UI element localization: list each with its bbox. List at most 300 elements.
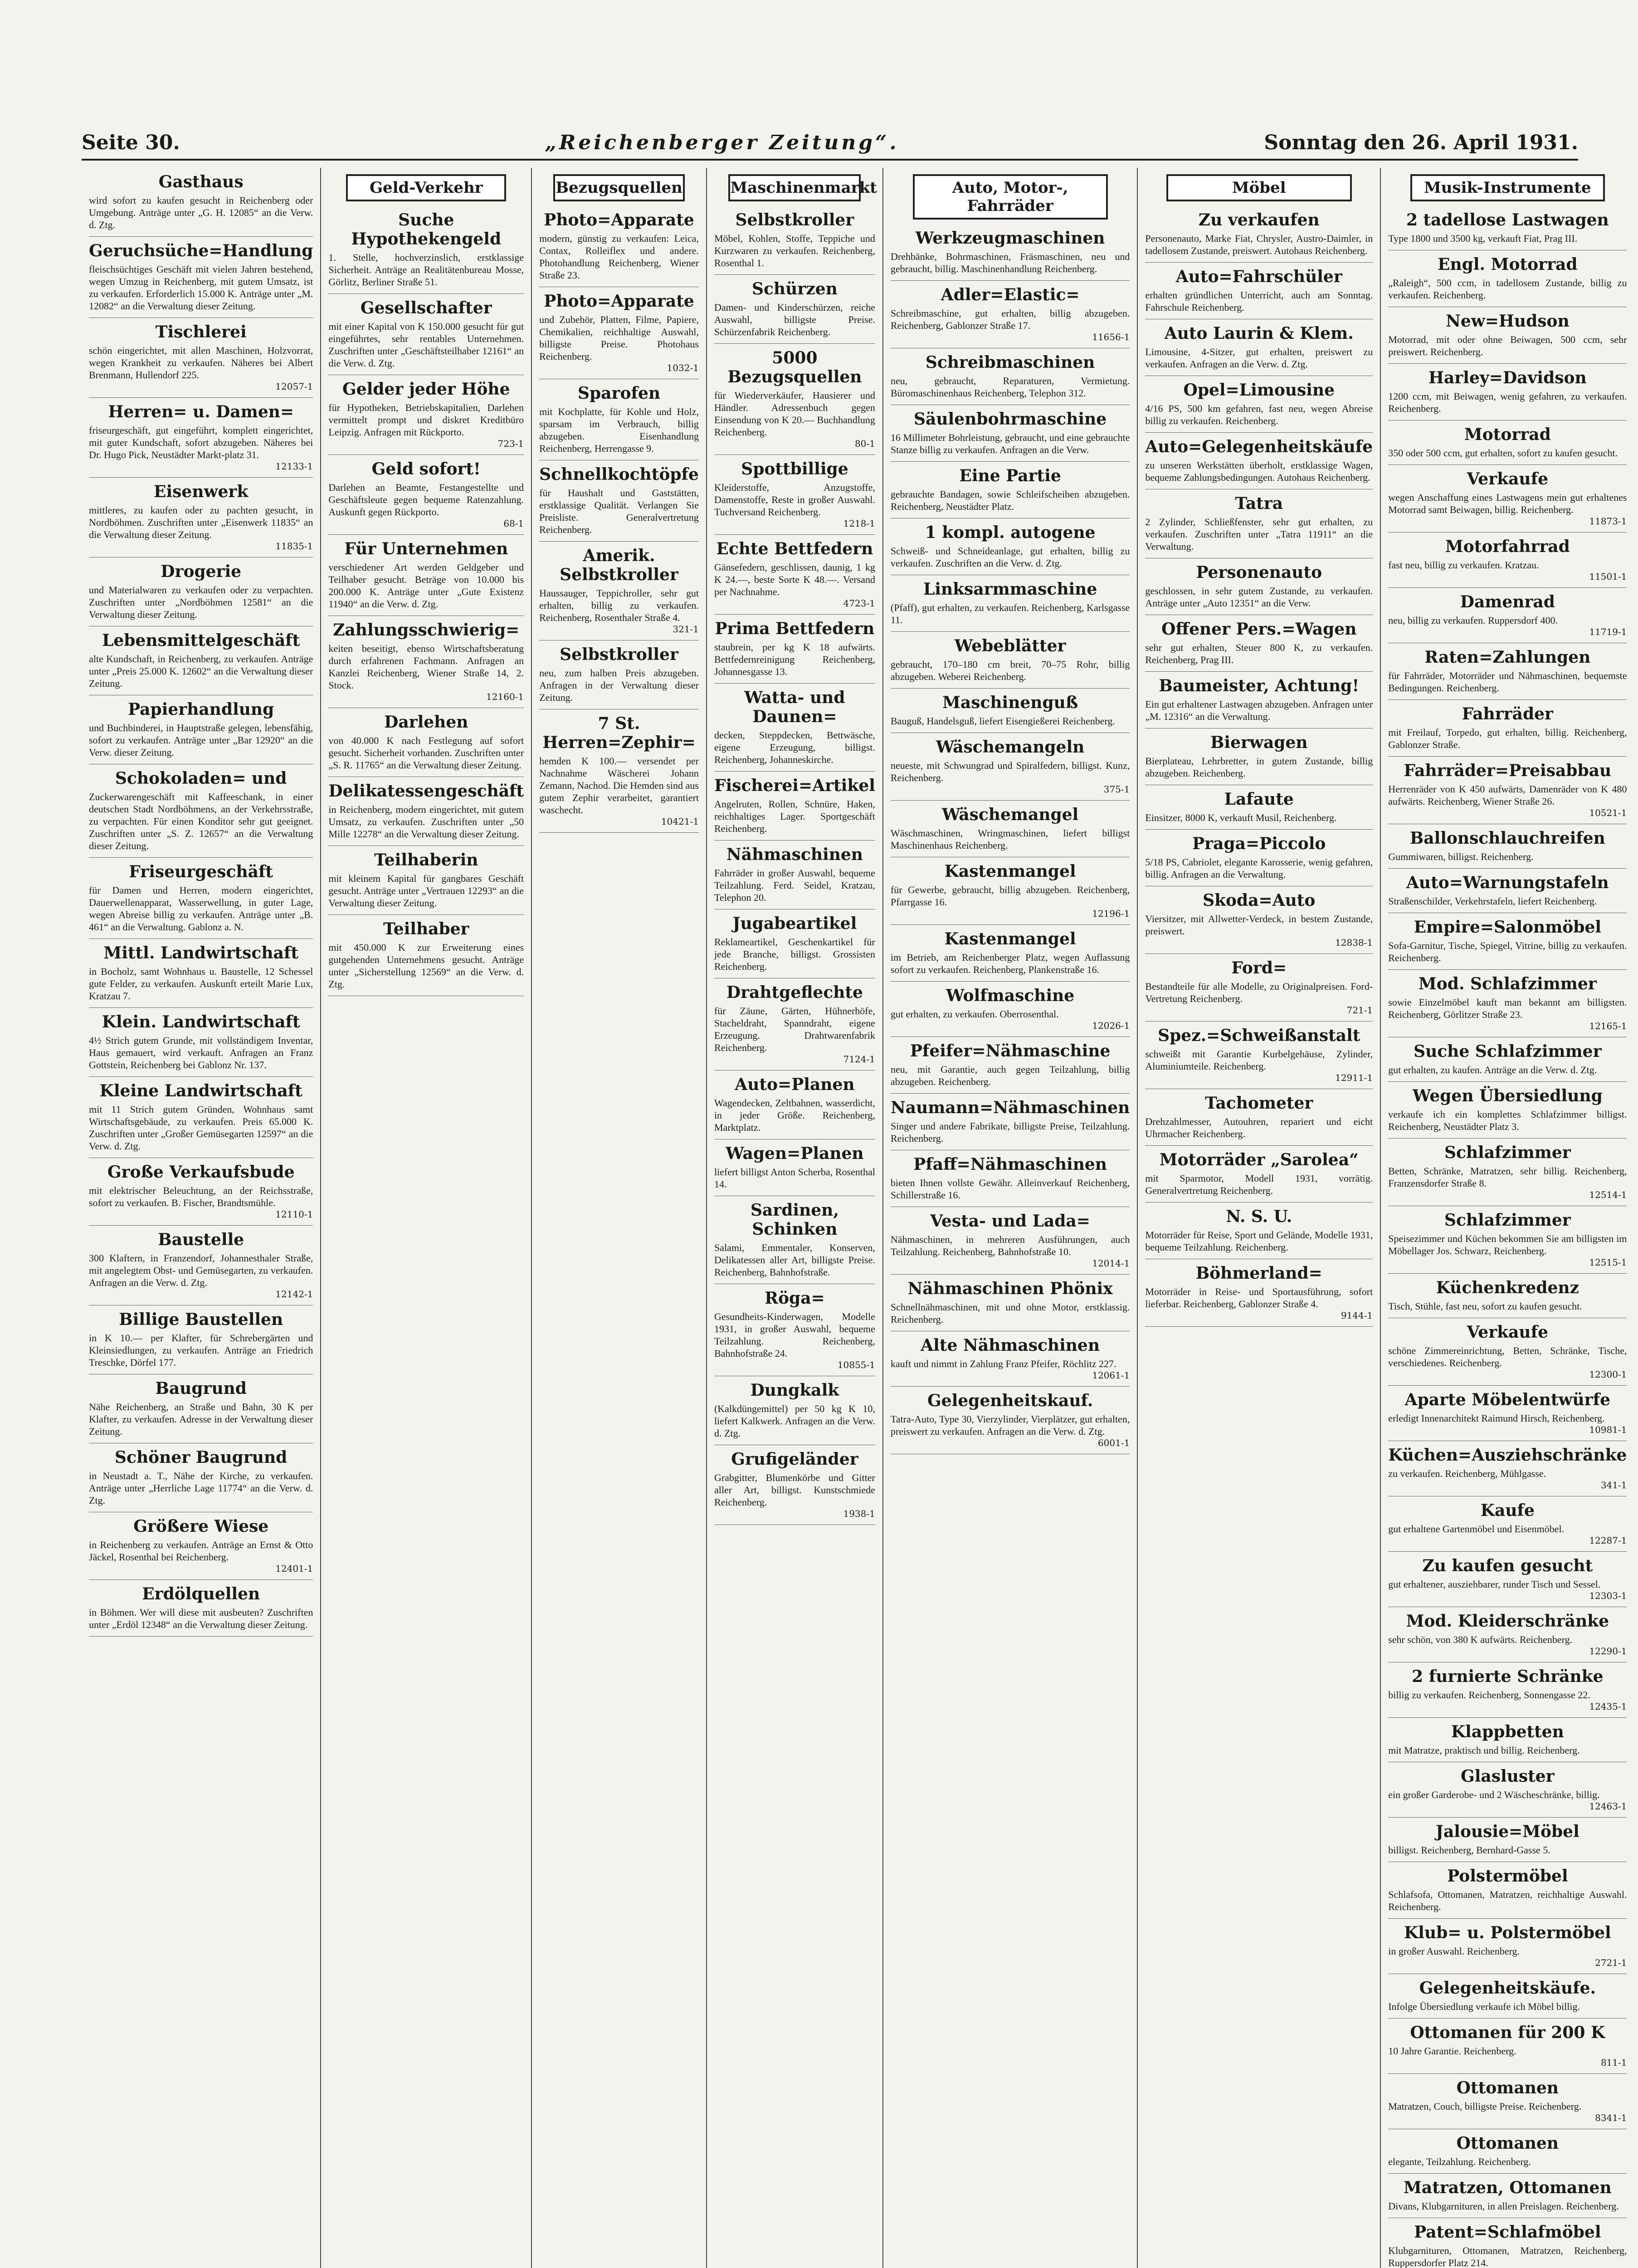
classified-ad xyxy=(1388,1607,1627,1662)
ad-number: 12165-1 xyxy=(1589,1021,1627,1031)
ad-title: Zahlungsschwierig= xyxy=(333,621,520,640)
ad-text: gut erhalten, zu verkaufen. Oberrosenthal. xyxy=(890,1008,1059,1020)
classified-ad xyxy=(89,318,313,398)
ad-text: schöne Zimmereinrichtung, Betten, Schränke, Tische, verschiedenes. Reichenberg. xyxy=(1388,1345,1627,1369)
classified-ad xyxy=(891,1387,1130,1454)
ad-text: sehr gut erhalten, Steuer 800 K, zu verkaufen. Reichenberg, Prag III. xyxy=(1145,642,1373,665)
ad-number: 11873-1 xyxy=(1589,516,1627,527)
ad-text: mit elektrischer Beleuchtung, an der Reichsstraße, sofort zu verkaufen. B. Fischer, Brandtsmühle. xyxy=(89,1185,313,1208)
ad-text: Limousine, 4-Sitzer, gut erhalten, preiswert zu verkaufen. Anfragen an die Verw. d. Ztg. xyxy=(1145,346,1373,370)
classified-ad xyxy=(891,1037,1130,1094)
ad-number: 1032-1 xyxy=(667,362,699,373)
ad-title: Photo=Apparate xyxy=(544,210,694,230)
classified-ad xyxy=(539,542,699,640)
ad-number: 10521-1 xyxy=(1589,807,1627,818)
ad-text: Reklameartikel, Geschenkartikel für jede Branche, billigst. Grossisten Reichenberg. xyxy=(714,936,875,972)
classified-ad xyxy=(328,708,524,777)
ad-title: Küchenkredenz xyxy=(1436,1278,1580,1297)
classified-ad xyxy=(1145,558,1373,615)
classified-ad xyxy=(539,206,699,287)
ad-title: Schreibmaschinen xyxy=(925,353,1095,372)
ad-text: 4/16 PS, 500 km gefahren, fast neu, wegen Abreise billig zu verkaufen. Reichenberg. xyxy=(1145,403,1373,426)
classified-ad xyxy=(891,575,1130,632)
ad-number: 11835-1 xyxy=(275,541,313,552)
classified-ad xyxy=(1388,206,1627,250)
classified-ad xyxy=(89,1580,313,1637)
ad-text: Straßenschilder, Verkehrstafeln, liefert Reichenberg. xyxy=(1388,895,1597,907)
ad-title: Opel=Limousine xyxy=(1183,381,1335,400)
ad-title: Bierwagen xyxy=(1210,733,1308,752)
ad-title: Wagen=Planen xyxy=(726,1144,864,1163)
classified-ad xyxy=(714,455,875,535)
classified-ad xyxy=(328,206,524,294)
classified-ad xyxy=(891,518,1130,575)
classified-ad xyxy=(1388,1718,1627,1762)
ad-title: Friseurgeschäft xyxy=(129,862,273,881)
classified-ad xyxy=(1145,1146,1373,1202)
classified-ad xyxy=(1145,263,1373,319)
classified-ad xyxy=(1145,376,1373,433)
ad-text: mit kleinem Kapital für gangbares Geschäft gesucht. Anträge unter „Vertrauen 12293“ an die Verwaltung dieser Zeitung. xyxy=(328,873,524,909)
ad-title: Gelegenheitskäufe. xyxy=(1419,1979,1596,1998)
ad-text: Divans, Klubgarnituren, in allen Preislagen. Reichenberg. xyxy=(1388,2200,1619,2212)
classified-ad xyxy=(891,632,1130,689)
ad-text: decken, Steppdecken, Bettwäsche, eigene Erzeugung, billigst. Reichenberg, Johanneskirche. xyxy=(714,729,875,765)
ad-number: 10855-1 xyxy=(837,1359,875,1370)
ad-text: Grabgitter, Blumenkörbe und Gitter aller Art, billigst. Kunstschmiede Reichenberg. xyxy=(714,1472,875,1508)
ad-number: 12463-1 xyxy=(1589,1801,1627,1812)
ad-title: Drogerie xyxy=(161,562,242,581)
classified-ad xyxy=(1388,1206,1627,1274)
ad-title: Lafaute xyxy=(1224,790,1294,809)
ad-number: 6001-1 xyxy=(1097,1437,1130,1448)
classified-ad xyxy=(891,462,1130,518)
ad-title: Amerik. Selbstkroller xyxy=(560,546,678,584)
classified-ad xyxy=(891,857,1130,925)
ad-text: (Kalkdüngemittel) per 50 kg K 10, liefert Kalkwerk. Anfragen an die Verw. d. Ztg. xyxy=(714,1403,875,1439)
ad-number: 7124-1 xyxy=(843,1054,875,1065)
ad-text: mit 450.000 K zur Erweiterung eines gutgehenden Unternehmens gesucht. Anträge unter „Sicherstellung 12569“ an die Verw. d. Ztg. xyxy=(328,942,524,990)
ad-title: Geruchsüche=Handlung xyxy=(89,241,313,260)
ad-title: 2 furnierte Schränke xyxy=(1412,1667,1604,1686)
ad-number: 11501-1 xyxy=(1589,571,1627,582)
ad-title: Böhmerland= xyxy=(1195,1264,1322,1283)
ad-column xyxy=(532,168,707,2268)
classified-ad xyxy=(1145,1022,1373,1089)
classified-ad xyxy=(1145,1089,1373,1146)
ad-text: für Hypotheken, Betriebskapitalien, Darlehen vermittelt prompt und diskret Kreditbüro Leipzig. Anfragen mit Rückporto. xyxy=(328,402,524,438)
section-heading: Geld-Verkehr xyxy=(346,174,506,201)
ad-text: neu, zum halben Preis abzugeben. Anfragen in der Verwaltung dieser Zeitung. xyxy=(539,667,699,703)
ad-column xyxy=(707,168,883,2268)
ad-title: Offener Pers.=Wagen xyxy=(1161,620,1357,639)
ad-title: Billige Baustellen xyxy=(119,1310,283,1329)
classified-ad xyxy=(328,846,524,915)
ad-title: Alte Nähmaschinen xyxy=(921,1336,1100,1355)
ad-text: „Raleigh“, 500 ccm, in tadellosem Zustande, billig zu verkaufen. Reichenberg. xyxy=(1388,277,1627,301)
ad-title: Schöner Baugrund xyxy=(115,1448,288,1467)
classified-ad xyxy=(1388,1386,1627,1441)
ad-title: Auto=Gelegenheitskäufe xyxy=(1145,437,1373,456)
ad-text: 1. Stelle, hochverzinslich, erstklassige Sicherheit. Anträge an Realitätenbureau Mosse, Görlitz, Berliner Straße 51. xyxy=(328,252,524,288)
classified-ad xyxy=(891,224,1130,281)
ad-text: Gänsefedern, geschlissen, daunig, 1 kg K 24.—, beste Sorte K 48.—. Versand per Nachnahme. xyxy=(714,562,875,597)
ad-text: Schreibmaschine, gut erhalten, billig abzugeben. Reichenberg, Gablonzer Straße 17. xyxy=(890,308,1130,331)
ad-number: 11719-1 xyxy=(1589,626,1627,637)
ad-text: 2 Zylinder, Schließfenster, sehr gut erhalten, zu verkaufen. Zuschriften unter „Tatra 11911“ an die Verwaltung. xyxy=(1145,516,1373,552)
ad-text: Möbel, Kohlen, Stoffe, Teppiche und Kurzwaren zu verkaufen. Reichenberg, Rosenthal 1. xyxy=(714,233,875,269)
ad-number: 8341-1 xyxy=(1595,2112,1627,2123)
ad-number: 12287-1 xyxy=(1589,1535,1627,1546)
ad-text: 16 Millimeter Bohrleistung, gebraucht, und eine gebrauchte Stanze billig zu verkaufen. Anfragen an die Verw. xyxy=(890,432,1130,455)
ad-title: Verkaufe xyxy=(1467,1323,1548,1342)
ad-title: Eisenwerk xyxy=(154,482,249,501)
ad-title: Klappbetten xyxy=(1451,1722,1564,1741)
ad-title: Tachometer xyxy=(1205,1094,1313,1113)
ad-title: Gelegenheitskauf. xyxy=(927,1391,1093,1410)
ad-text: für Haushalt und Gaststätten, erstklassige Qualität. Verlangen Sie Preisliste. Generalvertretung Reichenberg. xyxy=(539,487,699,535)
ad-text: mit einer Kapital von K 150.000 gesucht für gut eingeführtes, sehr rentables Unternehmen. Zuschriften unter „Geschäftsteilhaber 12161“ an die Verw. d. Ztg. xyxy=(328,321,524,369)
ad-text: Gesundheits-Kinderwagen, Modelle 1931, in großer Auswahl, bequeme Teilzahlung. Reichenberg, Bahnhofstraße 24. xyxy=(714,1311,875,1359)
ad-text: modern, günstig zu verkaufen: Leica, Contax, Rolleiflex und andere. Photohandlung Reichenberg, Wiener Straße 23. xyxy=(539,233,699,281)
ad-text: Drehbänke, Bohrmaschinen, Fräsmaschinen, neu und gebraucht, billig. Maschinenhandlung Reichenberg. xyxy=(890,251,1130,274)
classified-ad xyxy=(328,535,524,616)
ad-text: fast neu, billig zu verkaufen. Kratzau. xyxy=(1388,559,1539,571)
ad-title: Motorrad xyxy=(1464,425,1551,444)
ad-title: Tatra xyxy=(1235,494,1283,513)
ad-text: Herrenräder von K 450 aufwärts, Damenräder von K 480 aufwärts. Reichenberg, Wiener Straße 26. xyxy=(1388,783,1627,807)
ad-title: Baugrund xyxy=(155,1379,247,1398)
ad-text: staubrein, per kg K 18 aufwärts. Bettfedernreinigung Reichenberg, Johannesgasse 13. xyxy=(714,641,875,677)
ad-text: in Neustadt a. T., Nähe der Kirche, zu verkaufen. Anträge unter „Herrliche Lage 11774“ an die Verw. d. Ztg. xyxy=(89,1470,313,1506)
ad-text: Zuckerwarengeschäft mit Kaffeeschank, in einer deutschen Stadt Nordböhmens, an der Verkehrsstraße, zu verpachten. Für einen Konditor sehr gut geeignet. Zuschriften unter „S. Z. 12657“ an die Verwaltung dieser Zeitung. xyxy=(89,791,313,851)
ad-title: Empire=Salonmöbel xyxy=(1414,918,1602,937)
ad-title: Grufigeländer xyxy=(731,1450,858,1469)
ad-text: sehr schön, von 380 K aufwärts. Reichenberg. xyxy=(1388,1634,1573,1645)
ad-number: 10981-1 xyxy=(1589,1424,1627,1435)
newspaper-title: „Reichenberger Zeitung“. xyxy=(545,131,899,154)
ad-text: Drehzahlmesser, Autouhren, repariert und eicht Uhrmacher Reichenberg. xyxy=(1145,1116,1373,1139)
classified-ad xyxy=(714,978,875,1070)
ad-text: gut erhaltene Gartenmöbel und Eisenmöbel. xyxy=(1388,1523,1565,1535)
ad-number: 12838-1 xyxy=(1335,937,1373,948)
ad-title: Pfaff=Nähmaschinen xyxy=(913,1155,1107,1174)
ad-title: Baumeister, Achtung! xyxy=(1159,676,1360,695)
ad-number: 12014-1 xyxy=(1092,1258,1130,1269)
ad-number: 2721-1 xyxy=(1595,1957,1627,1968)
ad-title: Kastenmangel xyxy=(944,929,1076,948)
ad-title: Jalousie=Möbel xyxy=(1435,1822,1580,1841)
ad-text: mit Kochplatte, für Kohle und Holz, sparsam im Verbrauch, billig abzugeben. Eisenhandlung Reichenberg, Herrengasse 9. xyxy=(539,406,699,454)
ad-text: und Buchbinderei, in Hauptstraße gelegen, lebensfähig, sofort zu verkaufen. Anträge unter „Bar 12920“ an die Verw. dieser Zeitung. xyxy=(89,722,313,758)
classified-ad xyxy=(714,772,875,841)
ad-number: 12133-1 xyxy=(275,461,313,472)
ad-title: Zu verkaufen xyxy=(1198,210,1320,230)
classified-ad xyxy=(539,460,699,542)
ad-text: fleischsüchtiges Geschäft mit vielen Jahren bestehend, wegen Umzug in Reichenberg, mit gutem Umsatz, ist zu verkaufen. Erforderlich 15.000 K. Anträge unter „M. 12082“ an die Verwaltung dieser Zeitung. xyxy=(89,264,313,312)
ad-title: Herren= u. Damen= xyxy=(108,402,294,421)
classified-ad xyxy=(1145,615,1373,672)
ad-column xyxy=(321,168,532,2268)
ad-column xyxy=(883,168,1138,2268)
ad-text: von 40.000 K nach Festlegung auf sofort gesucht. Sicherheit vorhanden. Zuschriften unter „S. R. 11765“ an die Verwaltung dieser Zeitung. xyxy=(328,735,524,771)
classified-ad xyxy=(1388,1552,1627,1607)
ad-number: 721-1 xyxy=(1346,1005,1373,1016)
ad-text: Schnellnähmaschinen, mit und ohne Motor, erstklassig. Reichenberg. xyxy=(890,1301,1130,1325)
ad-number: 12061-1 xyxy=(1092,1370,1130,1381)
classified-ad xyxy=(89,626,313,695)
ad-text: für Zäune, Gärten, Hühnerhöfe, Stacheldraht, Spanndraht, eigene Erzeugung. Drahtwarenfabrik Reichenberg. xyxy=(714,1005,875,1053)
classified-ad xyxy=(1388,970,1627,1037)
ad-text: geschlossen, in sehr gutem Zustande, zu verkaufen. Anträge unter „Auto 12351“ an die Verw. xyxy=(1145,585,1373,609)
ad-title: Glasluster xyxy=(1461,1767,1555,1786)
ad-title: Maschinenguß xyxy=(942,693,1078,712)
ad-title: Tischlerei xyxy=(155,323,247,342)
classified-ad xyxy=(891,1331,1130,1387)
ad-title: Dungkalk xyxy=(750,1381,839,1400)
ad-text: Nähmaschinen, in mehreren Ausführungen, auch Teilzahlung. Reichenberg, Bahnhofstraße 10. xyxy=(890,1234,1130,1257)
ad-title: Teilhaberin xyxy=(374,850,478,870)
ad-title: Webeblätter xyxy=(954,636,1066,655)
ad-title: Baustelle xyxy=(158,1230,244,1249)
ad-title: Polstermöbel xyxy=(1447,1867,1568,1886)
ad-column xyxy=(1138,168,1381,2268)
classified-ad xyxy=(714,344,875,455)
ad-text: wegen Anschaffung eines Lastwagens mein gut erhaltenes Motorrad samt Beiwagen, billig. Reichenberg. xyxy=(1388,492,1627,515)
section-heading: Bezugsquellen xyxy=(553,174,684,201)
ad-title: Ottomanen für 200 K xyxy=(1410,2023,1605,2042)
classified-ad xyxy=(1145,672,1373,728)
ad-title: Photo=Apparate xyxy=(544,292,694,311)
ad-title: Schlafzimmer xyxy=(1444,1143,1571,1162)
ad-text: alte Kundschaft, in Reichenberg, zu verkaufen. Anträge unter „Preis 25.000 K. 12602“ an die Verwaltung dieser Zeitung. xyxy=(89,653,313,689)
ad-title: 1 kompl. autogene xyxy=(925,523,1096,542)
ad-title: Auto Laurin & Klem. xyxy=(1164,324,1354,343)
ad-text: mit Sparmotor, Modell 1931, vorrätig. Generalvertretung Reichenberg. xyxy=(1145,1173,1373,1196)
classified-ad xyxy=(328,375,524,455)
ad-text: Gummiwaren, billigst. Reichenberg. xyxy=(1388,851,1534,862)
ad-text: im Betrieb, am Reichenberger Platz, wegen Auflassung sofort zu verkaufen. Reichenberg, Plankenstraße 16. xyxy=(890,952,1130,975)
ad-text: Personenauto, Marke Fiat, Chrysler, Austro-Daimler, in tadellosem Zustande, preiswert. Autohaus Reichenberg. xyxy=(1145,233,1373,256)
ad-title: Eine Partie xyxy=(959,466,1061,485)
ad-number: 375-1 xyxy=(1103,784,1130,795)
ad-column xyxy=(1381,168,1634,2268)
ad-text: neueste, mit Schwungrad und Spiralfedern, billigst. Kunz, Reichenberg. xyxy=(890,760,1130,783)
ad-text: Bierplateau, Lehrbretter, in gutem Zustande, billig abzugeben. Reichenberg. xyxy=(1145,755,1373,779)
ad-text: Bestandteile für alle Modelle, zu Originalpreisen. Ford-Vertretung Reichenberg. xyxy=(1145,981,1373,1004)
ad-title: Darlehen xyxy=(384,713,468,732)
ad-number: 723-1 xyxy=(497,438,524,449)
classified-ad xyxy=(1145,489,1373,558)
ad-text: zu unseren Werkstätten überholt, erstklassige Wagen, bequeme Zahlungsbedingungen. Autohaus Reichenberg. xyxy=(1145,459,1373,483)
ad-text: wird sofort zu kaufen gesucht in Reichenberg oder Umgebung. Anträge unter „G. H. 12085“ an die Verw. d. Ztg. xyxy=(89,195,313,230)
classified-ad xyxy=(1145,830,1373,886)
ad-text: 10 Jahre Garantie. Reichenberg. xyxy=(1388,2045,1516,2057)
section-heading: Auto, Motor-, Fahrräder xyxy=(913,174,1108,220)
ad-text: in Reichenberg zu verkaufen. Anträge an Ernst & Otto Jäckel, Rosenthal bei Reichenberg. xyxy=(89,1539,313,1563)
classified-ad xyxy=(891,348,1130,405)
ad-title: Selbstkroller xyxy=(735,210,854,230)
ad-text: Darlehen an Beamte, Festangestellte und Geschäftsleute gegen bequeme Ratenzahlung. Auskunft gegen Rückporto. xyxy=(328,482,524,518)
ad-title: Spez.=Schweißanstalt xyxy=(1158,1026,1360,1045)
ad-text: erledigt Innenarchitekt Raimund Hirsch, Reichenberg. xyxy=(1388,1413,1605,1424)
ad-text: 350 oder 500 ccm, gut erhalten, sofort zu kaufen gesucht. xyxy=(1388,447,1618,459)
issue-date: Sonntag den 26. April 1931. xyxy=(1264,131,1578,154)
ad-title: Erdölquellen xyxy=(142,1584,260,1603)
ad-title: Ford= xyxy=(1231,958,1287,978)
ad-title: Zu kaufen gesucht xyxy=(1422,1556,1593,1575)
ad-title: Fahrräder=Preisabbau xyxy=(1404,761,1612,780)
ad-title: Größere Wiese xyxy=(133,1517,269,1536)
ad-title: Vesta- und Lada= xyxy=(930,1212,1090,1231)
ad-title: Personenauto xyxy=(1196,563,1322,582)
classified-ad xyxy=(89,1305,313,1374)
ad-title: Fahrräder xyxy=(1462,704,1554,723)
ad-text: 300 Klaftern, in Franzendorf, Johannesthaler Straße, mit angelegtem Obst- und Gemüsegarten, zu verkaufen. Anfragen an die Verw. d. Ztg. xyxy=(89,1252,313,1288)
classified-ad xyxy=(714,1376,875,1445)
classified-ad xyxy=(891,1094,1130,1150)
ad-text: Einsitzer, 8000 K, verkauft Musil, Reichenberg. xyxy=(1145,812,1337,823)
ad-text: Fahrräder in großer Auswahl, bequeme Teilzahlung. Ferd. Seidel, Kratzau, Telephon 20. xyxy=(714,867,875,903)
classified-ad xyxy=(891,1150,1130,1207)
classified-ad xyxy=(1388,533,1627,588)
classified-ad xyxy=(89,1226,313,1305)
ad-title: Schokoladen= und xyxy=(115,769,287,788)
classified-ad xyxy=(1145,1259,1373,1327)
ad-title: Selbstkroller xyxy=(560,645,678,664)
ad-text: Damen- und Kinderschürzen, reiche Auswahl, billigste Preise. Schürzenfabrik Reichenberg. xyxy=(714,302,875,337)
ad-title: Fischerei=Artikel xyxy=(714,776,875,795)
classified-ad xyxy=(1388,757,1627,824)
ad-title: Röga= xyxy=(765,1289,825,1308)
ad-number: 321-1 xyxy=(673,624,699,635)
ad-text: Schlafsofa, Ottomanen, Matratzen, reichhaltige Auswahl. Reichenberg. xyxy=(1388,1889,1627,1912)
ad-title: Nähmaschinen Phönix xyxy=(907,1279,1113,1298)
ad-text: in Reichenberg, modern eingerichtet, mit gutem Umsatz, zu verkaufen. Zuschriften unter „50 Mille 12278“ an die Verwaltung dieser Zeitung. xyxy=(328,804,524,840)
ad-text: Wagendecken, Zeltbahnen, wasserdicht, in jeder Größe. Reichenberg, Marktplatz. xyxy=(714,1097,875,1133)
classified-ad xyxy=(89,398,313,478)
ad-title: Wolfmaschine xyxy=(946,986,1075,1005)
ad-text: mittleres, zu kaufen oder zu pachten gesucht, in Nordböhmen. Zuschriften unter „Eisenwerk 11835“ an die Verwaltung dieser Zeitung. xyxy=(89,504,313,540)
ad-column xyxy=(82,168,321,2268)
ad-title: Pfeifer=Nähmaschine xyxy=(910,1041,1111,1061)
ad-text: und Materialwaren zu verkaufen oder zu verpachten. Zuschriften unter „Nordböhmen 12581“ an die Verwaltung dieser Zeitung. xyxy=(89,584,313,620)
ad-title: Naumann=Nähmaschinen xyxy=(890,1098,1130,1117)
section-heading: Musik-Instrumente xyxy=(1410,174,1605,201)
ad-number: 1938-1 xyxy=(843,1508,875,1519)
ad-text: Motorrad, mit oder ohne Beiwagen, 500 ccm, sehr preiswert. Reichenberg. xyxy=(1388,334,1627,357)
ad-text: in Böhmen. Wer will diese mit ausbeuten? Zuschriften unter „Erdöl 12348“ an die Verwaltung dieser Zeitung. xyxy=(89,1607,313,1630)
ad-title: Werkzeugmaschinen xyxy=(915,229,1105,248)
ad-number: 12911-1 xyxy=(1335,1072,1373,1083)
classified-ad xyxy=(1388,2218,1627,2268)
ad-text: gebrauchte Bandagen, sowie Schleifscheiben abzugeben. Reichenberg, Neustädter Platz. xyxy=(890,489,1130,512)
classified-ad xyxy=(1388,1862,1627,1919)
masthead xyxy=(82,113,1578,161)
classified-ad xyxy=(1388,2174,1627,2218)
ad-number: 10421-1 xyxy=(661,816,699,827)
ad-text: gut erhalten, zu kaufen. Anträge an die Verw. d. Ztg. xyxy=(1388,1064,1597,1075)
classified-ad xyxy=(1388,2019,1627,2074)
ad-title: Küchen=Ausziehschränke xyxy=(1388,1446,1627,1465)
classified-ad xyxy=(1388,2129,1627,2174)
ad-number: 1218-1 xyxy=(843,518,875,529)
classified-ad xyxy=(891,982,1130,1037)
ad-title: Prima Bettfedern xyxy=(715,619,875,638)
ad-text: mit Freilauf, Torpedo, gut erhalten, billig. Reichenberg, Gablonzer Straße. xyxy=(1388,727,1627,750)
ad-text: Wäschmaschinen, Wringmaschinen, liefert billigst Maschinenhaus Reichenberg. xyxy=(890,827,1130,851)
classified-ad xyxy=(328,915,524,996)
ad-number: 811-1 xyxy=(1600,2057,1627,2068)
ad-title: Auto=Planen xyxy=(735,1075,855,1094)
classified-ad xyxy=(1388,824,1627,869)
ad-text: für Gewerbe, gebraucht, billig abzugeben. Reichenberg, Pfarrgasse 16. xyxy=(890,884,1130,908)
ad-number: 12057-1 xyxy=(275,381,313,392)
classified-ad xyxy=(1388,588,1627,643)
ad-number: 12515-1 xyxy=(1589,1257,1627,1268)
ad-title: Auto=Warnungstafeln xyxy=(1406,873,1609,892)
ad-text: kauft und nimmt in Zahlung Franz Pfeifer, Röchlitz 227. xyxy=(890,1358,1116,1369)
classified-ad xyxy=(328,294,524,375)
classified-ad xyxy=(1388,1037,1627,1082)
ad-text: neu, mit Garantie, auch gegen Teilzahlung, billig abzugeben. Reichenberg. xyxy=(890,1064,1130,1087)
classified-ad xyxy=(714,275,875,344)
ad-text: Infolge Übersiedlung verkaufe ich Möbel billig. xyxy=(1388,2001,1580,2012)
ad-text: billig zu verkaufen. Reichenberg, Sonnengasse 22. xyxy=(1388,1689,1590,1701)
ad-text: neu, billig zu verkaufen. Ruppersdorf 400. xyxy=(1388,615,1558,626)
ad-title: Gelder jeder Höhe xyxy=(342,380,510,399)
ad-title: Motorräder „Sarolea“ xyxy=(1159,1150,1359,1169)
ad-title: Echte Bettfedern xyxy=(716,539,873,558)
ad-title: Geld sofort! xyxy=(371,459,481,479)
ad-title: Mod. Schlafzimmer xyxy=(1418,974,1597,993)
ad-text: Motorräder in Reise- und Sportausführung, sofort lieferbar. Reichenberg, Gablonzer Straße 4. xyxy=(1145,1286,1373,1310)
ad-title: Mod. Kleiderschränke xyxy=(1406,1612,1609,1631)
classified-ad xyxy=(891,281,1130,348)
classified-ad xyxy=(891,1207,1130,1275)
ad-title: 7 St. Herren=Zephir= xyxy=(542,714,696,752)
classified-ad xyxy=(714,1139,875,1196)
ad-text: (Pfaff), gut erhalten, zu verkaufen. Reichenberg, Karlsgasse 11. xyxy=(890,602,1130,626)
classified-ad xyxy=(539,640,699,709)
classified-ad xyxy=(1388,1662,1627,1718)
classified-ad xyxy=(1388,1441,1627,1496)
ad-text: hemden K 100.— versendet per Nachnahme Wäscherei Johann Zemann, Nachod. Die Hemden sind aus gutem Zephir verarbeitet, garantiert waschecht. xyxy=(539,755,699,816)
ad-title: Gasthaus xyxy=(158,172,244,191)
ad-text: sowie Einzelmöbel kauft man bekannt am billigsten. Reichenberg, Görlitzer Straße 23. xyxy=(1388,997,1627,1020)
ad-text: Schweiß- und Schneideanlage, gut erhalten, billig zu verkaufen. Zuschriften an die Verw. d. Ztg. xyxy=(890,545,1130,569)
ad-number: 12160-1 xyxy=(486,691,524,702)
classified-ad xyxy=(89,1077,313,1158)
classified-ad xyxy=(714,841,875,909)
ad-text: 4½ Strich gutem Grunde, mit vollständigem Inventar, Haus gemauert, wird verkauft. Anfragen an Franz Gottstein, Reichenberg bei Gablonz Nr. 137. xyxy=(89,1035,313,1070)
ad-text: neu, gebraucht, Reparaturen, Vermietung. Büromaschinenhaus Reichenberg, Telephon 312. xyxy=(890,375,1130,399)
ad-title: Nähmaschinen xyxy=(726,845,863,864)
ad-number: 11656-1 xyxy=(1092,332,1130,342)
ad-text: für Fahrräder, Motorräder und Nähmaschinen, bequemste Bedingungen. Reichenberg. xyxy=(1388,670,1627,694)
ad-text: Ein gut erhaltener Lastwagen abzugeben. Anfragen unter „M. 12316“ an die Verwaltung. xyxy=(1145,699,1373,722)
ad-title: Patent=Schlafmöbel xyxy=(1414,2223,1601,2242)
classified-ad xyxy=(714,535,875,615)
ad-title: Suche Hypothekengeld xyxy=(351,210,502,249)
classified-ad xyxy=(1145,433,1373,489)
ad-number: 12303-1 xyxy=(1589,1590,1627,1601)
ad-text: Singer und andere Fabrikate, billigste Preise, Teilzahlung. Reichenberg. xyxy=(890,1120,1130,1144)
classified-ad xyxy=(1388,1139,1627,1206)
ad-text: für Wiederverkäufer, Hausierer und Händler. Adressenbuch gegen Einsendung von K 20.— Buchhandlung Reichenberg. xyxy=(714,390,875,438)
classified-ad xyxy=(714,1445,875,1525)
ad-text: in K 10.— per Klafter, für Schrebergärten und Kleinsiedlungen, zu verkaufen. Anträge an Friedrich Treschke, Dörfel 177. xyxy=(89,1332,313,1368)
